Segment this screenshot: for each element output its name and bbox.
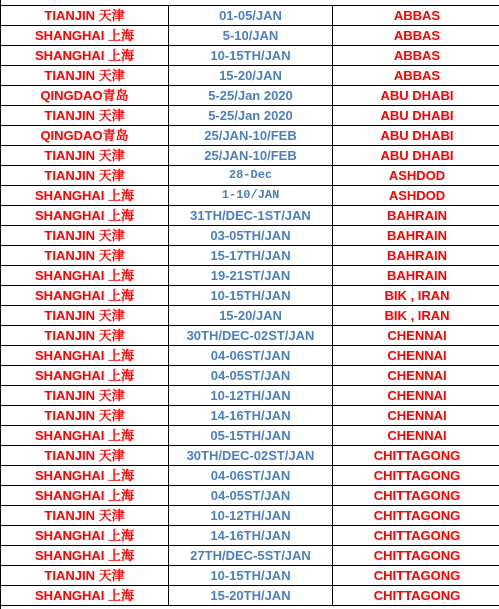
schedule-table bbox=[0, 5, 499, 606]
sailing-date-cell[interactable]: 05-15TH/JAN bbox=[169, 426, 333, 446]
origin-port-cell[interactable]: SHANGHAI 上海 bbox=[1, 286, 169, 306]
table-row[interactable] bbox=[1, 426, 499, 446]
destination-port-cell[interactable]: BAHRAIN bbox=[333, 206, 499, 226]
sailing-date-cell[interactable]: 15-20/JAN bbox=[169, 66, 333, 86]
destination-port-cell[interactable]: BIK , IRAN bbox=[333, 286, 499, 306]
schedule-table-body bbox=[1, 6, 499, 606]
origin-port-cell[interactable]: TIANJIN 天津 bbox=[1, 146, 169, 166]
sailing-date-cell[interactable]: 5-25/Jan 2020 bbox=[169, 106, 333, 126]
sailing-date-cell[interactable]: 04-05ST/JAN bbox=[169, 486, 333, 506]
sailing-date-cell[interactable]: 14-16TH/JAN bbox=[169, 406, 333, 426]
destination-port-cell[interactable]: BAHRAIN bbox=[333, 246, 499, 266]
table-row[interactable] bbox=[1, 266, 499, 286]
destination-port-cell[interactable]: ABBAS bbox=[333, 6, 499, 26]
sailing-date-cell[interactable]: 28-Dec bbox=[169, 166, 333, 186]
sailing-date-cell[interactable]: 04-06ST/JAN bbox=[169, 346, 333, 366]
table-row[interactable] bbox=[1, 146, 499, 166]
table-row[interactable] bbox=[1, 586, 499, 606]
sailing-date-cell[interactable]: 10-12TH/JAN bbox=[169, 506, 333, 526]
destination-port-cell[interactable]: ABBAS bbox=[333, 26, 499, 46]
origin-port-cell[interactable]: TIANJIN 天津 bbox=[1, 326, 169, 346]
table-row[interactable] bbox=[1, 566, 499, 586]
sailing-date-cell[interactable]: 15-17TH/JAN bbox=[169, 246, 333, 266]
sailing-date-cell[interactable]: 19-21ST/JAN bbox=[169, 266, 333, 286]
sailing-date-cell[interactable]: 10-15TH/JAN bbox=[169, 566, 333, 586]
origin-port-cell[interactable]: SHANGHAI 上海 bbox=[1, 46, 169, 66]
table-row[interactable] bbox=[1, 326, 499, 346]
destination-port-cell[interactable]: CHITTAGONG bbox=[333, 526, 499, 546]
sailing-date-cell[interactable]: 01-05/JAN bbox=[169, 6, 333, 26]
sailing-date-cell[interactable]: 14-16TH/JAN bbox=[169, 526, 333, 546]
table-row[interactable] bbox=[1, 506, 499, 526]
origin-port-cell[interactable]: QINGDAO青岛 bbox=[1, 86, 169, 106]
origin-port-cell[interactable]: TIANJIN 天津 bbox=[1, 106, 169, 126]
destination-port-cell[interactable]: CHENNAI bbox=[333, 366, 499, 386]
table-row[interactable] bbox=[1, 86, 499, 106]
destination-port-cell[interactable]: CHITTAGONG bbox=[333, 566, 499, 586]
origin-port-cell[interactable]: TIANJIN 天津 bbox=[1, 306, 169, 326]
destination-port-cell[interactable]: CHITTAGONG bbox=[333, 546, 499, 566]
origin-port-cell[interactable]: SHANGHAI 上海 bbox=[1, 26, 169, 46]
destination-port-cell[interactable]: BIK , IRAN bbox=[333, 306, 499, 326]
sailing-date-cell[interactable]: 27TH/DEC-5ST/JAN bbox=[169, 546, 333, 566]
destination-port-cell[interactable]: ABU DHABI bbox=[333, 146, 499, 166]
table-row[interactable] bbox=[1, 166, 499, 186]
origin-port-cell[interactable]: TIANJIN 天津 bbox=[1, 506, 169, 526]
origin-port-cell[interactable]: SHANGHAI 上海 bbox=[1, 266, 169, 286]
table-row[interactable] bbox=[1, 186, 499, 206]
destination-port-cell[interactable]: ABU DHABI bbox=[333, 126, 499, 146]
table-row[interactable] bbox=[1, 286, 499, 306]
destination-port-cell[interactable]: ABBAS bbox=[333, 66, 499, 86]
origin-port-cell[interactable]: SHANGHAI 上海 bbox=[1, 486, 169, 506]
destination-port-cell[interactable]: ASHDOD bbox=[333, 166, 499, 186]
origin-port-cell[interactable]: TIANJIN 天津 bbox=[1, 166, 169, 186]
destination-port-cell[interactable]: ASHDOD bbox=[333, 186, 499, 206]
origin-port-cell[interactable]: TIANJIN 天津 bbox=[1, 66, 169, 86]
sailing-date-cell[interactable]: 03-05TH/JAN bbox=[169, 226, 333, 246]
destination-port-cell[interactable]: CHENNAI bbox=[333, 406, 499, 426]
sailing-date-cell[interactable]: 04-06ST/JAN bbox=[169, 466, 333, 486]
destination-port-cell[interactable]: ABBAS bbox=[333, 46, 499, 66]
sailing-date-cell[interactable]: 5-10/JAN bbox=[169, 26, 333, 46]
origin-port-cell[interactable]: TIANJIN 天津 bbox=[1, 406, 169, 426]
origin-port-cell[interactable]: TIANJIN 天津 bbox=[1, 246, 169, 266]
table-row[interactable] bbox=[1, 66, 499, 86]
table-row[interactable] bbox=[1, 46, 499, 66]
sailing-date-cell[interactable]: 1-10/JAN bbox=[169, 186, 333, 206]
origin-port-cell[interactable]: SHANGHAI 上海 bbox=[1, 586, 169, 606]
origin-port-cell[interactable]: QINGDAO青岛 bbox=[1, 126, 169, 146]
origin-port-cell[interactable]: TIANJIN 天津 bbox=[1, 386, 169, 406]
destination-port-cell[interactable]: CHITTAGONG bbox=[333, 506, 499, 526]
origin-port-cell[interactable]: TIANJIN 天津 bbox=[1, 566, 169, 586]
sailing-date-cell[interactable]: 5-25/Jan 2020 bbox=[169, 86, 333, 106]
destination-port-cell[interactable]: ABU DHABI bbox=[333, 106, 499, 126]
table-row[interactable] bbox=[1, 386, 499, 406]
sailing-date-cell[interactable]: 25/JAN-10/FEB bbox=[169, 126, 333, 146]
sailing-date-cell[interactable]: 30TH/DEC-02ST/JAN bbox=[169, 446, 333, 466]
destination-port-cell[interactable]: CHITTAGONG bbox=[333, 586, 499, 606]
origin-port-cell[interactable]: SHANGHAI 上海 bbox=[1, 346, 169, 366]
destination-port-cell[interactable]: CHITTAGONG bbox=[333, 466, 499, 486]
origin-port-cell[interactable]: TIANJIN 天津 bbox=[1, 446, 169, 466]
table-row[interactable] bbox=[1, 206, 499, 226]
destination-port-cell[interactable]: CHENNAI bbox=[333, 426, 499, 446]
table-row[interactable] bbox=[1, 446, 499, 466]
table-row[interactable] bbox=[1, 226, 499, 246]
destination-port-cell[interactable]: BAHRAIN bbox=[333, 266, 499, 286]
destination-port-cell[interactable]: CHENNAI bbox=[333, 346, 499, 366]
table-row[interactable] bbox=[1, 526, 499, 546]
destination-port-cell[interactable]: CHENNAI bbox=[333, 326, 499, 346]
table-row[interactable] bbox=[1, 546, 499, 566]
origin-port-cell[interactable]: TIANJIN 天津 bbox=[1, 6, 169, 26]
destination-port-cell[interactable]: BAHRAIN bbox=[333, 226, 499, 246]
sailing-date-cell[interactable]: 31TH/DEC-1ST/JAN bbox=[169, 206, 333, 226]
origin-port-cell[interactable]: SHANGHAI 上海 bbox=[1, 366, 169, 386]
table-row[interactable] bbox=[1, 126, 499, 146]
origin-port-cell[interactable]: SHANGHAI 上海 bbox=[1, 466, 169, 486]
origin-port-cell[interactable]: SHANGHAI 上海 bbox=[1, 206, 169, 226]
sailing-date-cell[interactable]: 30TH/DEC-02ST/JAN bbox=[169, 326, 333, 346]
destination-port-cell[interactable]: ABU DHABI bbox=[333, 86, 499, 106]
destination-port-cell[interactable]: CHENNAI bbox=[333, 386, 499, 406]
sailing-date-cell[interactable]: 04-05ST/JAN bbox=[169, 366, 333, 386]
origin-port-cell[interactable]: SHANGHAI 上海 bbox=[1, 186, 169, 206]
table-row[interactable] bbox=[1, 106, 499, 126]
sailing-date-cell[interactable]: 10-12TH/JAN bbox=[169, 386, 333, 406]
table-row[interactable] bbox=[1, 26, 499, 46]
origin-port-cell[interactable]: SHANGHAI 上海 bbox=[1, 526, 169, 546]
table-row[interactable] bbox=[1, 6, 499, 26]
origin-port-cell[interactable]: SHANGHAI 上海 bbox=[1, 426, 169, 446]
shipping-schedule-sheet bbox=[0, 5, 498, 606]
sailing-date-cell[interactable]: 15-20TH/JAN bbox=[169, 586, 333, 606]
sailing-date-cell[interactable]: 10-15TH/JAN bbox=[169, 286, 333, 306]
sailing-date-cell[interactable]: 15-20/JAN bbox=[169, 306, 333, 326]
table-row[interactable] bbox=[1, 466, 499, 486]
origin-port-cell[interactable]: TIANJIN 天津 bbox=[1, 226, 169, 246]
table-row[interactable] bbox=[1, 346, 499, 366]
destination-port-cell[interactable]: CHITTAGONG bbox=[333, 446, 499, 466]
sailing-date-cell[interactable]: 10-15TH/JAN bbox=[169, 46, 333, 66]
sailing-date-cell[interactable]: 25/JAN-10/FEB bbox=[169, 146, 333, 166]
table-row[interactable] bbox=[1, 406, 499, 426]
table-row[interactable] bbox=[1, 486, 499, 506]
destination-port-cell[interactable]: CHITTAGONG bbox=[333, 486, 499, 506]
table-row[interactable] bbox=[1, 246, 499, 266]
origin-port-cell[interactable]: SHANGHAI 上海 bbox=[1, 546, 169, 566]
table-row[interactable] bbox=[1, 366, 499, 386]
table-row[interactable] bbox=[1, 306, 499, 326]
